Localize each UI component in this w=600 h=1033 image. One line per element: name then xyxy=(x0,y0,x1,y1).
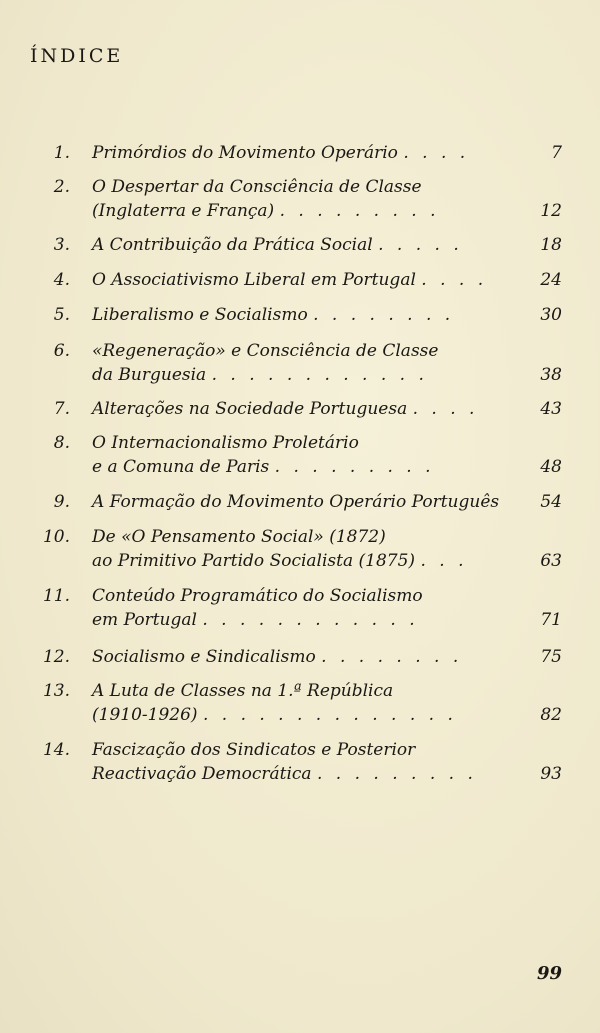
entry-page-number: 43 xyxy=(540,399,562,419)
leader-dots: . . . . . xyxy=(378,235,463,255)
entry-page-number: 38 xyxy=(540,365,562,385)
entry-title-line: da Burguesia xyxy=(92,365,207,385)
leader-dots: . . . . xyxy=(412,399,479,419)
entry-title xyxy=(92,584,522,632)
leader-dots: . . . . . . . . xyxy=(313,305,455,325)
entry-title xyxy=(92,233,522,257)
entry-number: 12. xyxy=(42,647,70,667)
entry-number: 14. xyxy=(42,740,70,760)
entry-title-line: A Formação do Movimento Operário Português xyxy=(92,492,500,512)
entry-page-number: 75 xyxy=(540,647,562,667)
entry-title xyxy=(92,303,522,327)
entry-number: 3. xyxy=(53,235,70,255)
entry-title-line: Reactivação Democrática xyxy=(92,764,312,784)
leader-dots: . . . . . . . . . xyxy=(274,457,435,477)
entry-title xyxy=(92,645,522,669)
entry-title-line: ao Primitivo Partido Socialista (1875) xyxy=(92,551,416,571)
page-folio: 99 xyxy=(536,963,562,984)
entry-number: 8. xyxy=(53,433,70,453)
entry-page-number: 82 xyxy=(540,705,562,725)
entry-number: 2. xyxy=(53,177,70,197)
entry-title-line: e a Comuna de Paris xyxy=(92,457,270,477)
leader-dots: . . . . xyxy=(421,270,488,290)
entry-page-number: 48 xyxy=(540,457,562,477)
entry-title-line: Liberalismo e Socialismo xyxy=(92,305,308,325)
entry-page-number: 24 xyxy=(540,270,562,290)
entry-title-line: O Despertar da Consciência de Classe xyxy=(92,177,422,197)
entry-title-line: Alterações na Sociedade Portuguesa xyxy=(92,399,408,419)
entry-title xyxy=(92,738,522,786)
entry-number: 10. xyxy=(42,527,70,547)
entry-page-number: 71 xyxy=(540,610,562,630)
entry-title xyxy=(92,397,522,421)
entry-title-line: A Contribuição da Prática Social xyxy=(92,235,373,255)
leader-dots: . . . . . . . . xyxy=(321,647,463,667)
entry-title xyxy=(92,679,522,727)
entry-number: 5. xyxy=(53,305,70,325)
entry-title-line: em Portugal xyxy=(92,610,197,630)
leader-dots: . . . xyxy=(420,551,468,571)
entry-number: 6. xyxy=(53,341,70,361)
entry-number: 1. xyxy=(53,143,70,163)
entry-title-line: Primórdios do Movimento Operário xyxy=(92,143,398,163)
leader-dots: . . . . . . . . . . . . xyxy=(202,610,419,630)
leader-dots: . . . . . . . . . . . . xyxy=(211,365,428,385)
entry-title xyxy=(92,339,522,387)
index-heading: ÍNDICE xyxy=(30,45,124,67)
entry-title xyxy=(92,431,522,479)
entry-title-line: A Luta de Classes na 1.ª República xyxy=(92,681,394,701)
entry-title-line: O Associativismo Liberal em Portugal xyxy=(92,270,416,290)
entry-title-line: Socialismo e Sindicalismo xyxy=(92,647,316,667)
entry-number: 9. xyxy=(53,492,70,512)
leader-dots: . . . . . . . . . xyxy=(279,201,440,221)
entry-title-line: «Regeneração» e Consciência de Classe xyxy=(92,341,439,361)
leader-dots: . . . . . . . . . xyxy=(316,764,477,784)
entry-title-line: Fascização dos Sindicatos e Posterior xyxy=(92,740,416,760)
entry-title-line: (Inglaterra e França) xyxy=(92,201,275,221)
entry-title-line: De «O Pensamento Social» (1872) xyxy=(92,527,386,547)
entry-title xyxy=(92,490,522,514)
entry-page-number: 7 xyxy=(551,143,562,163)
entry-number: 11. xyxy=(42,586,70,606)
entry-page-number: 18 xyxy=(540,235,562,255)
entry-page-number: 93 xyxy=(540,764,562,784)
entry-page-number: 54 xyxy=(540,492,562,512)
entry-number: 4. xyxy=(53,270,70,290)
entry-title-line: O Internacionalismo Proletário xyxy=(92,433,359,453)
entry-title xyxy=(92,175,522,223)
entry-number: 13. xyxy=(42,681,70,701)
entry-page-number: 30 xyxy=(540,305,562,325)
entry-number: 7. xyxy=(53,399,70,419)
entry-page-number: 63 xyxy=(540,551,562,571)
entry-title xyxy=(92,141,522,165)
entry-title xyxy=(92,268,522,292)
entry-title-line: Conteúdo Programático do Socialismo xyxy=(92,586,423,606)
entry-title xyxy=(92,525,522,573)
leader-dots: . . . . xyxy=(403,143,470,163)
leader-dots: . . . . . . . . . . . . . . xyxy=(202,705,457,725)
entry-page-number: 12 xyxy=(540,201,562,221)
entry-title-line: (1910-1926) xyxy=(92,705,198,725)
